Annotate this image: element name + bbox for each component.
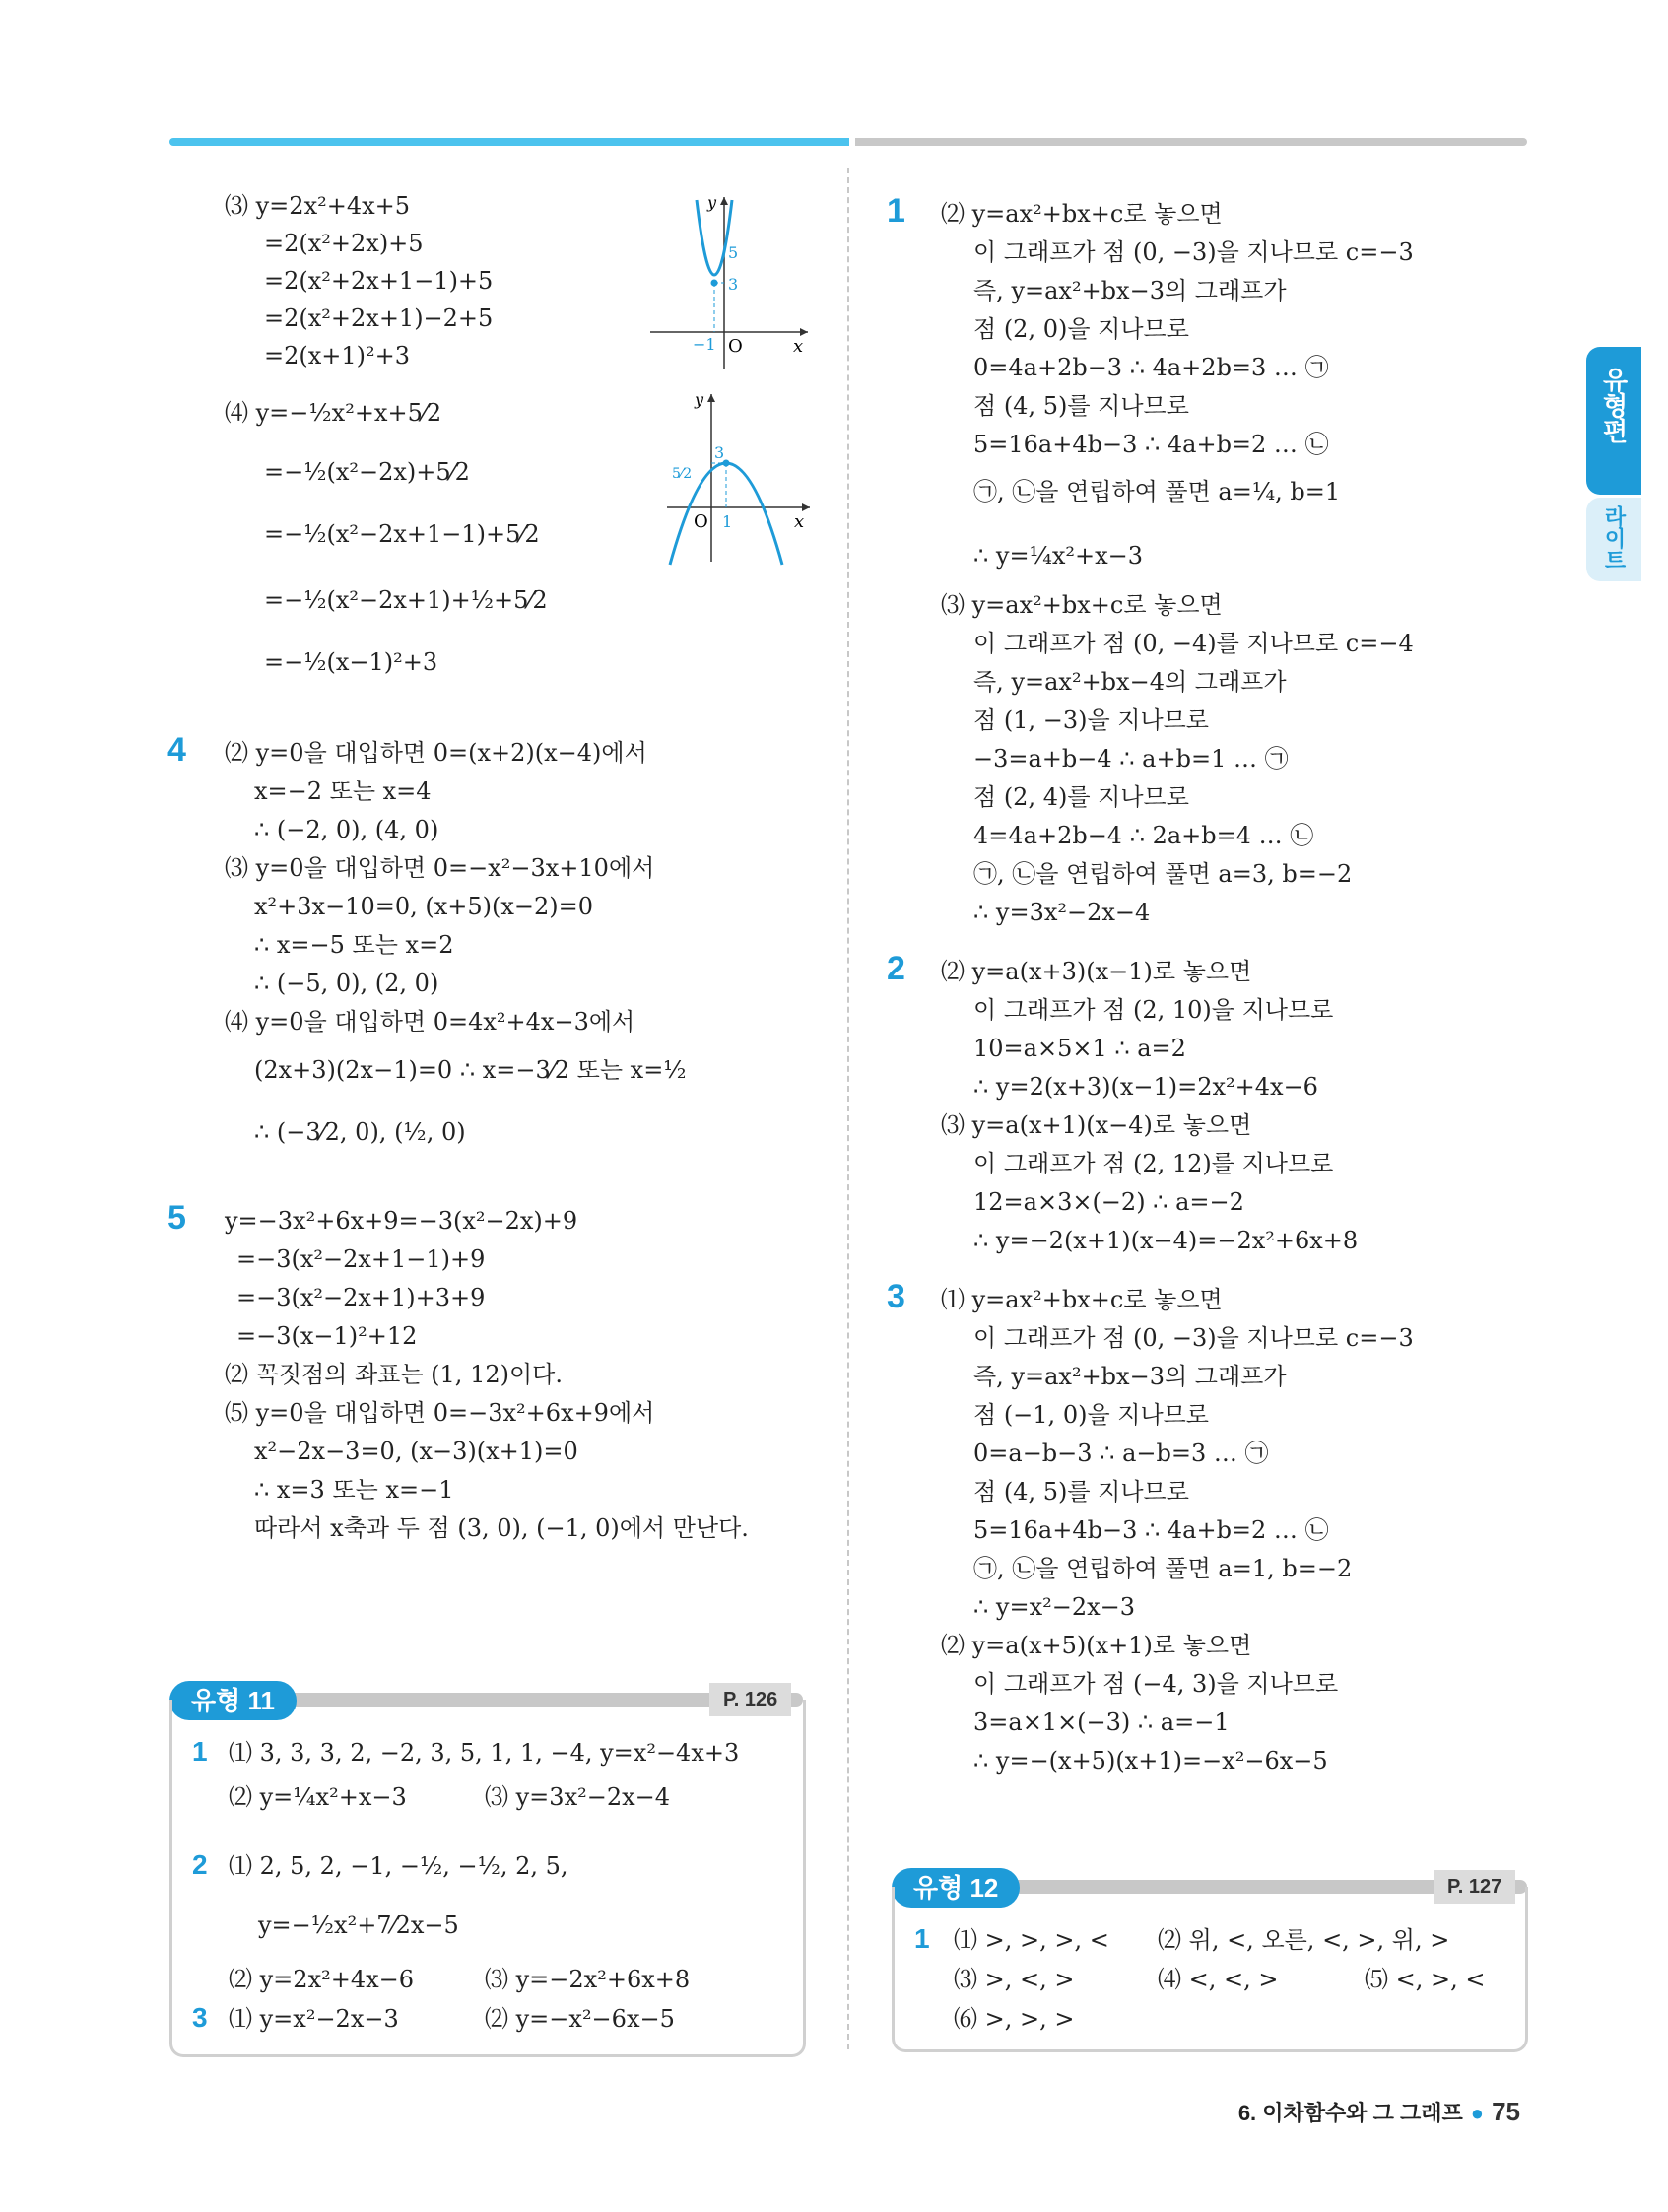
rq3-line-2: 즉, y=ax²+bx−3의 그래프가	[973, 1363, 1287, 1390]
rq2-line-1: 이 그래프가 점 (2, 10)을 지나므로	[973, 996, 1334, 1024]
rq1-line-15: 4=4a+2b−4 ∴ 2a+b=4 … ㉡	[973, 822, 1314, 849]
rq1-number: 1	[887, 192, 905, 230]
type11-q3-number: 3	[192, 2002, 208, 2033]
graph1-tick-m1: −1	[693, 335, 716, 354]
type11-label: 유형 11	[169, 1681, 297, 1720]
p4-line-4: =−½(x−1)²+3	[264, 648, 438, 676]
type11-page-ref[interactable]: P. 126	[709, 1683, 791, 1716]
rq1-line-9: ⑶ y=ax²+bx+c로 놓으면	[941, 591, 1223, 619]
rq3-line-4: 0=a−b−3 ∴ a−b=3 … ㉠	[973, 1440, 1269, 1467]
side-tab-type[interactable]	[1586, 347, 1641, 495]
q4-number: 4	[167, 731, 186, 769]
footer-chapter: 6. 이차함수와 그 그래프	[1237, 2101, 1463, 2125]
p3-line-2: =2(x²+2x+1−1)+5	[264, 267, 494, 295]
rq1-line-8: ∴ y=¼x²+x−3	[973, 542, 1144, 570]
type12-answer-4: ⑷ <, <, >	[1158, 1966, 1279, 1993]
q5-line-5: ⑸ y=0을 대입하면 0=−3x²+6x+9에서	[225, 1399, 655, 1427]
side-tab-lite[interactable]	[1586, 498, 1641, 581]
rq3-line-5: 점 (4, 5)를 지나므로	[973, 1478, 1189, 1506]
q5-line-8: 따라서 x축과 두 점 (3, 0), (−1, 0)에서 만난다.	[254, 1514, 749, 1542]
q5-line-7: ∴ x=3 또는 x=−1	[254, 1476, 454, 1504]
type11-q2-number: 2	[192, 1849, 208, 1880]
rq3-line-10: 이 그래프가 점 (−4, 3)을 지나므로	[973, 1670, 1339, 1698]
type12-answer-3: ⑶ >, <, >	[954, 1966, 1075, 1993]
graph1-x-label: x	[793, 336, 804, 357]
rq3-line-0: ⑴ y=ax²+bx+c로 놓으면	[941, 1286, 1223, 1313]
q5-number: 5	[167, 1199, 186, 1237]
graph2-tick-3: 3	[714, 443, 725, 462]
type11-q1-answer-3: ⑶ y=3x²−2x−4	[485, 1783, 671, 1811]
type12-q1-number: 1	[914, 1923, 930, 1954]
q5-line-3: =−3(x−1)²+12	[236, 1322, 418, 1350]
type12-answer-2: ⑵ 위, <, 오른, <, >, 위, >	[1158, 1926, 1450, 1954]
parabola-graph-2	[662, 389, 815, 567]
q4-line-3: ⑶ y=0을 대입하면 0=−x²−3x+10에서	[225, 854, 655, 882]
footer-page-number: 75	[1492, 2097, 1520, 2126]
type11-q2-line-2: y=−½x²+7⁄2x−5	[258, 1911, 459, 1939]
rq2-line-7: ∴ y=−2(x+1)(x−4)=−2x²+6x+8	[973, 1227, 1359, 1254]
graph2-tick-52: 5⁄2	[672, 466, 693, 482]
q5-line-1: =−3(x²−2x+1−1)+9	[236, 1245, 486, 1273]
rq2-number: 2	[887, 950, 905, 987]
rq3-line-7: ㉠, ㉡을 연립하여 풀면 a=1, b=−2	[973, 1555, 1353, 1582]
q4-line-0: ⑵ y=0을 대입하면 0=(x+2)(x−4)에서	[225, 739, 647, 767]
rq3-line-1: 이 그래프가 점 (0, −3)을 지나므로 c=−3	[973, 1324, 1414, 1352]
rq3-line-8: ∴ y=x²−2x−3	[973, 1593, 1136, 1621]
q4-line-9: ∴ (−3⁄2, 0), (½, 0)	[254, 1118, 466, 1146]
footer-bullet-icon: ●	[1470, 2101, 1485, 2125]
graph2-x-label: x	[794, 511, 805, 532]
q4-line-8: (2x+3)(2x−1)=0 ∴ x=−3⁄2 또는 x=½	[254, 1056, 687, 1084]
graph1-origin: O	[728, 336, 743, 357]
rq1-line-1: 이 그래프가 점 (0, −3)을 지나므로 c=−3	[973, 238, 1414, 266]
rq1-line-3: 점 (2, 0)을 지나므로	[973, 315, 1189, 343]
type11-q1-number: 1	[192, 1736, 208, 1767]
rq3-number: 3	[887, 1278, 905, 1315]
graph2-tick-1: 1	[722, 512, 733, 531]
type11-q3-answer-1: ⑴ y=x²−2x−3	[229, 2005, 399, 2033]
graph1-tick-5: 5	[728, 243, 739, 262]
p4-line-0: ⑷ y=−½x²+x+5⁄2	[225, 399, 442, 427]
type11-q2-line: ⑴ 2, 5, 2, −1, −½, −½, 2, 5,	[229, 1852, 568, 1880]
p4-line-3: =−½(x²−2x+1)+½+5⁄2	[264, 586, 548, 614]
p3-line-4: =2(x+1)²+3	[264, 342, 411, 369]
type11-q3-answer-2: ⑵ y=−x²−6x−5	[485, 2005, 675, 2033]
type11-q1-answer-2: ⑵ y=¼x²+x−3	[229, 1783, 407, 1811]
rq3-line-6: 5=16a+4b−3 ∴ 4a+b=2 … ㉡	[973, 1516, 1329, 1544]
rq1-line-12: 점 (1, −3)을 지나므로	[973, 706, 1209, 734]
type12-answer-5: ⑸ <, >, <	[1365, 1966, 1486, 1993]
side-tab-lite-label: 라이트	[1602, 505, 1627, 570]
type11-q1-line: ⑴ 3, 3, 3, 2, −2, 3, 5, 1, 1, −4, y=x²−4x+3	[229, 1739, 740, 1767]
rq1-line-13: −3=a+b−4 ∴ a+b=1 … ㉠	[973, 745, 1289, 772]
q4-line-1: x=−2 또는 x=4	[254, 777, 432, 805]
type11-q2-answer-3: ⑶ y=−2x²+6x+8	[485, 1966, 691, 1993]
top-bar-left	[169, 138, 849, 146]
column-divider	[847, 168, 849, 2049]
rq3-line-3: 점 (−1, 0)을 지나므로	[973, 1401, 1209, 1429]
type12-answer-1: ⑴ >, >, >, <	[954, 1926, 1109, 1954]
p3-line-0: ⑶ y=2x²+4x+5	[225, 192, 411, 220]
rq3-line-9: ⑵ y=a(x+5)(x+1)로 놓으면	[941, 1632, 1252, 1659]
rq1-line-5: 점 (4, 5)를 지나므로	[973, 392, 1189, 420]
type12-label: 유형 12	[892, 1868, 1020, 1908]
p4-line-2: =−½(x²−2x+1−1)+5⁄2	[264, 520, 540, 548]
p3-line-1: =2(x²+2x)+5	[264, 230, 424, 257]
rq2-line-6: 12=a×3×(−2) ∴ a=−2	[973, 1188, 1244, 1216]
q5-line-0: y=−3x²+6x+9=−3(x²−2x)+9	[225, 1207, 578, 1235]
page-footer	[1238, 2097, 1520, 2127]
p3-line-3: =2(x²+2x+1)−2+5	[264, 304, 494, 332]
rq1-line-0: ⑵ y=ax²+bx+c로 놓으면	[941, 200, 1223, 228]
rq1-line-4: 0=4a+2b−3 ∴ 4a+2b=3 … ㉠	[973, 354, 1329, 381]
rq1-line-17: ∴ y=3x²−2x−4	[973, 899, 1151, 926]
graph2-y-label: y	[695, 390, 704, 409]
type12-page-ref[interactable]: P. 127	[1434, 1870, 1515, 1904]
graph2-origin: O	[694, 511, 708, 532]
q4-line-2: ∴ (−2, 0), (4, 0)	[254, 816, 439, 843]
graph1-y-label: y	[707, 193, 717, 212]
q5-line-4: ⑵ 꼭짓점의 좌표는 (1, 12)이다.	[225, 1361, 563, 1388]
top-bar-right	[855, 138, 1527, 146]
side-tab-type-label: 유형편	[1599, 367, 1629, 443]
rq3-line-11: 3=a×1×(−3) ∴ a=−1	[973, 1709, 1230, 1736]
q5-line-2: =−3(x²−2x+1)+3+9	[236, 1284, 486, 1311]
rq2-line-4: ⑶ y=a(x+1)(x−4)로 놓으면	[941, 1111, 1252, 1139]
rq3-line-12: ∴ y=−(x+5)(x+1)=−x²−6x−5	[973, 1747, 1328, 1775]
rq2-line-3: ∴ y=2(x+3)(x−1)=2x²+4x−6	[973, 1073, 1318, 1101]
q5-line-6: x²−2x−3=0, (x−3)(x+1)=0	[254, 1438, 578, 1465]
p4-line-1: =−½(x²−2x)+5⁄2	[264, 458, 470, 486]
rq2-line-2: 10=a×5×1 ∴ a=2	[973, 1035, 1186, 1062]
rq1-line-14: 점 (2, 4)를 지나므로	[973, 783, 1189, 811]
rq2-line-5: 이 그래프가 점 (2, 12)를 지나므로	[973, 1150, 1334, 1177]
q4-line-7: ⑷ y=0을 대입하면 0=4x²+4x−3에서	[225, 1008, 635, 1036]
q4-line-6: ∴ (−5, 0), (2, 0)	[254, 970, 439, 997]
rq2-line-0: ⑵ y=a(x+3)(x−1)로 놓으면	[941, 958, 1252, 985]
q4-line-4: x²+3x−10=0, (x+5)(x−2)=0	[254, 893, 594, 920]
type11-q2-answer-2: ⑵ y=2x²+4x−6	[229, 1966, 415, 1993]
rq1-line-16: ㉠, ㉡을 연립하여 풀면 a=3, b=−2	[973, 860, 1353, 888]
parabola-graph-1	[645, 192, 813, 374]
rq1-line-7: ㉠, ㉡을 연립하여 풀면 a=¼, b=1	[973, 478, 1341, 505]
q4-line-5: ∴ x=−5 또는 x=2	[254, 931, 454, 959]
rq1-line-2: 즉, y=ax²+bx−3의 그래프가	[973, 277, 1287, 304]
type12-answer-6: ⑹ >, >, >	[954, 2005, 1075, 2033]
rq1-line-10: 이 그래프가 점 (0, −4)를 지나므로 c=−4	[973, 630, 1414, 657]
rq1-line-11: 즉, y=ax²+bx−4의 그래프가	[973, 668, 1287, 696]
graph1-tick-3: 3	[728, 275, 739, 294]
rq1-line-6: 5=16a+4b−3 ∴ 4a+b=2 … ㉡	[973, 431, 1329, 458]
